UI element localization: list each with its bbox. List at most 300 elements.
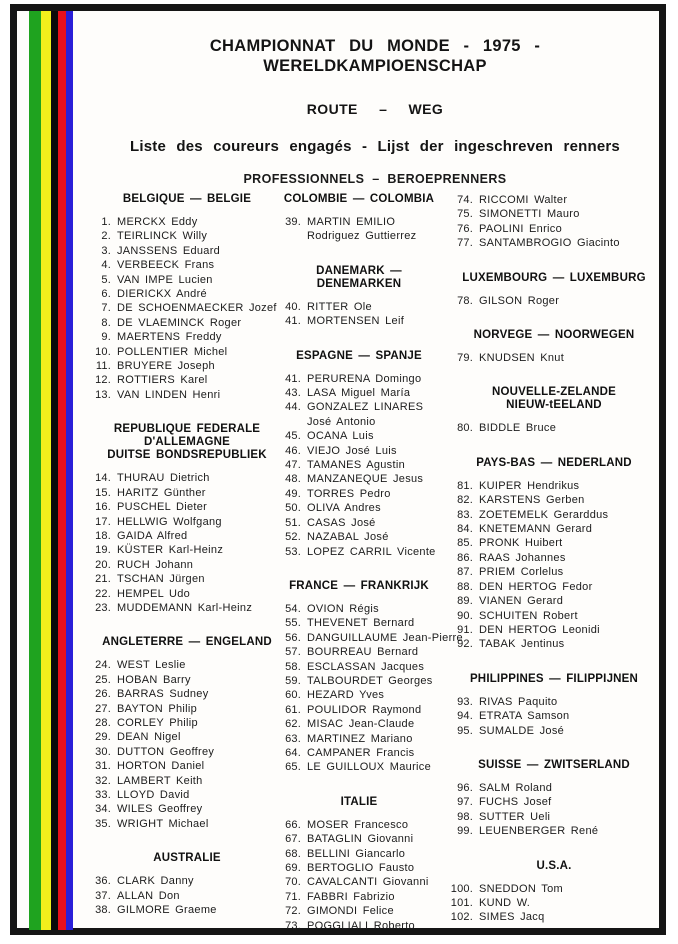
rider-row bbox=[86, 316, 272, 330]
rider-row bbox=[276, 732, 442, 746]
rider-name: ROTTIERS Karel bbox=[117, 374, 208, 387]
rider-number: 90. bbox=[457, 609, 473, 622]
rider-name: DE VLAEMINCK Roger bbox=[117, 316, 242, 329]
country-heading bbox=[276, 580, 442, 593]
country-heading-line: NORVEGE — NOORWEGEN bbox=[473, 329, 635, 342]
rider-name: HORTON Daniel bbox=[117, 760, 205, 773]
rider-row bbox=[86, 730, 272, 744]
rider-number: 30. bbox=[95, 745, 111, 758]
rider-name: MANZANEQUE Jesus bbox=[307, 473, 424, 486]
rider-name: PERURENA Domingo bbox=[307, 372, 422, 385]
rider-row bbox=[448, 207, 660, 221]
rider-number: 64. bbox=[285, 746, 301, 759]
rider-number: 3. bbox=[101, 244, 111, 257]
rider-name: MOSER Francesco bbox=[307, 818, 409, 831]
rider-name: BIDDLE Bruce bbox=[479, 422, 557, 435]
rider-number: 24. bbox=[95, 659, 111, 672]
rider-row bbox=[86, 788, 272, 802]
rider-row bbox=[276, 832, 442, 846]
country-heading-line: NOUVELLE-ZELANDE bbox=[492, 386, 616, 399]
rider-name: Rodriguez Guttierrez bbox=[307, 230, 417, 243]
country-section bbox=[276, 796, 442, 933]
rider-number: 97. bbox=[457, 796, 473, 809]
rider-number: 34. bbox=[95, 803, 111, 816]
rider-row bbox=[86, 601, 272, 615]
rider-number: 73. bbox=[285, 919, 301, 932]
country-heading-line: LUXEMBOURG — LUXEMBURG bbox=[462, 271, 646, 284]
rider-row bbox=[448, 910, 660, 924]
rider-number: 93. bbox=[457, 695, 473, 708]
country-heading bbox=[276, 350, 442, 363]
rider-row bbox=[86, 244, 272, 258]
rider-number: 62. bbox=[285, 718, 301, 731]
rider-row bbox=[276, 616, 442, 630]
rider-number: 11. bbox=[95, 360, 111, 373]
column-1 bbox=[86, 193, 277, 917]
rider-row bbox=[276, 229, 442, 243]
rider-number: 92. bbox=[457, 638, 473, 651]
rider-number: 35. bbox=[95, 817, 111, 830]
rider-row bbox=[448, 551, 660, 565]
rider-name: GILMORE Graeme bbox=[117, 904, 217, 917]
rider-name: PUSCHEL Dieter bbox=[117, 501, 208, 514]
rider-row bbox=[276, 472, 442, 486]
country-heading bbox=[448, 272, 660, 285]
country-heading-line: COLOMBIE — COLOMBIA bbox=[283, 193, 435, 205]
rider-name: PRONK Huibert bbox=[479, 537, 563, 550]
rider-row bbox=[276, 818, 442, 832]
rider-number: 79. bbox=[457, 352, 473, 365]
rider-name: TEIRLINCK Willy bbox=[117, 230, 208, 243]
rider-number: 82. bbox=[457, 494, 473, 507]
rider-number: 45. bbox=[285, 430, 301, 443]
country-section bbox=[86, 852, 272, 917]
country-heading-line: ITALIE bbox=[340, 795, 378, 808]
rider-name: KNETEMANN Gerard bbox=[479, 523, 593, 536]
rider-row bbox=[276, 890, 442, 904]
country-heading bbox=[276, 265, 442, 291]
rider-name: CLARK Danny bbox=[117, 875, 194, 888]
country-heading-line: ESPAGNE — SPANJE bbox=[296, 349, 422, 362]
rider-name: CASAS José bbox=[307, 516, 376, 529]
rider-row bbox=[86, 658, 272, 672]
rider-name: VAN LINDEN Henri bbox=[117, 388, 221, 401]
page-title: CHAMPIONNAT DU MONDE - 1975 - WERELDKAMPIOENSCHAP bbox=[209, 36, 541, 75]
rider-number: 46. bbox=[285, 444, 301, 457]
rider-number: 56. bbox=[285, 631, 301, 644]
rider-row bbox=[276, 458, 442, 472]
rider-name: GAIDA Alfred bbox=[117, 529, 188, 542]
rider-name: OLIVA Andres bbox=[307, 502, 381, 515]
rider-number: 6. bbox=[101, 288, 111, 301]
rider-row bbox=[276, 444, 442, 458]
country-heading-line: PAYS-BAS — NEDERLAND bbox=[476, 456, 632, 469]
rider-name: JANSSENS Eduard bbox=[117, 244, 221, 257]
rider-number: 32. bbox=[95, 774, 111, 787]
rider-number: 44. bbox=[285, 401, 301, 414]
rider-name: RAAS Johannes bbox=[479, 551, 566, 564]
rider-name: DE SCHOENMAECKER Jozef bbox=[117, 302, 277, 315]
rider-name: LAMBERT Keith bbox=[117, 774, 203, 787]
rider-number: 68. bbox=[285, 847, 301, 860]
country-section bbox=[448, 193, 660, 251]
rider-number: 9. bbox=[101, 331, 111, 344]
rider-row bbox=[86, 345, 272, 359]
rider-name: THURAU Dietrich bbox=[117, 472, 210, 485]
rider-number: 33. bbox=[95, 789, 111, 801]
country-heading bbox=[86, 423, 272, 462]
country-section bbox=[448, 860, 660, 925]
rider-row bbox=[448, 709, 660, 723]
rider-number: 78. bbox=[457, 294, 473, 307]
country-heading-line: U.S.A. bbox=[536, 859, 572, 872]
rider-number: 50. bbox=[285, 502, 301, 515]
rider-name: CAMPANER Francis bbox=[307, 746, 415, 759]
rider-row bbox=[448, 193, 660, 207]
column-3 bbox=[448, 193, 660, 925]
rider-name: DUTTON Geoffrey bbox=[117, 745, 215, 758]
rider-row bbox=[86, 889, 272, 903]
rider-row bbox=[448, 824, 660, 838]
rider-number: 81. bbox=[457, 479, 473, 492]
rider-name: BARRAS Sudney bbox=[117, 688, 209, 701]
country-heading-line: PHILIPPINES — FILIPPIJNEN bbox=[469, 672, 639, 685]
rider-row bbox=[276, 429, 442, 443]
country-heading-line: DANEMARK — DENEMARKEN bbox=[316, 264, 402, 290]
rider-name: RUCH Johann bbox=[117, 558, 194, 571]
rider-name: SUTTER Ueli bbox=[479, 810, 551, 823]
rider-name: MISAC Jean-Claude bbox=[307, 718, 415, 731]
rider-row bbox=[86, 215, 272, 229]
rider-name: BERTOGLIO Fausto bbox=[307, 862, 415, 874]
rider-row bbox=[448, 594, 660, 608]
rider-name: SNEDDON Tom bbox=[479, 882, 563, 895]
country-heading-line: SUISSE — ZWITSERLAND bbox=[478, 758, 630, 771]
rider-row bbox=[86, 572, 272, 586]
rider-name: MARTIN EMILIO bbox=[307, 216, 396, 228]
rider-number: 49. bbox=[285, 487, 301, 500]
rider-name: BAYTON Philip bbox=[117, 702, 198, 715]
rider-row bbox=[86, 330, 272, 344]
country-section bbox=[448, 386, 660, 435]
rider-row bbox=[276, 875, 442, 889]
rider-name: GILSON Roger bbox=[479, 294, 560, 307]
rider-row bbox=[86, 471, 272, 485]
rider-name: WEST Leslie bbox=[117, 659, 186, 672]
rider-row bbox=[448, 623, 660, 637]
rider-name: HOBAN Barry bbox=[117, 673, 191, 686]
rider-name: MARTINEZ Mariano bbox=[307, 732, 413, 745]
rider-name: GONZALEZ LINARES bbox=[307, 401, 424, 414]
rider-number: 100. bbox=[450, 882, 473, 895]
rider-name: NAZABAL José bbox=[307, 531, 389, 544]
country-section bbox=[448, 457, 660, 652]
rider-number: 8. bbox=[101, 316, 111, 329]
rider-number: 5. bbox=[101, 273, 111, 286]
rider-number: 101. bbox=[450, 896, 473, 909]
rider-name: PAOLINI Enrico bbox=[479, 222, 563, 235]
country-heading-line: FRANCE — FRANKRIJK bbox=[289, 579, 429, 592]
rider-name: POGGLIALI Roberto bbox=[307, 919, 415, 932]
rider-number: 95. bbox=[457, 724, 473, 737]
rider-number: 71. bbox=[285, 890, 301, 903]
rider-row bbox=[86, 745, 272, 759]
rider-row bbox=[448, 896, 660, 910]
rider-name: HELLWIG Wolfgang bbox=[117, 515, 222, 528]
rider-number: 88. bbox=[457, 580, 473, 593]
document-header bbox=[86, 36, 664, 186]
rider-row bbox=[86, 673, 272, 687]
rider-number: 40. bbox=[285, 300, 301, 313]
yellow-stripe bbox=[41, 11, 51, 930]
country-section bbox=[448, 272, 660, 308]
rider-number: 1. bbox=[101, 216, 111, 228]
country-section bbox=[448, 673, 660, 738]
rider-row bbox=[448, 810, 660, 824]
rider-number: 61. bbox=[285, 703, 301, 716]
rider-number: 41. bbox=[285, 372, 301, 385]
rider-number: 37. bbox=[95, 889, 111, 902]
rider-number: 41. bbox=[285, 315, 301, 328]
rider-row bbox=[86, 515, 272, 529]
rider-row bbox=[86, 774, 272, 788]
country-heading-line: ANGLETERRE — ENGELAND bbox=[102, 636, 272, 649]
country-section bbox=[86, 423, 272, 615]
rider-row bbox=[86, 687, 272, 701]
rider-name: TAMANES Agustin bbox=[307, 459, 405, 472]
rider-row bbox=[276, 545, 442, 559]
rider-row bbox=[86, 486, 272, 500]
country-heading-line: AUSTRALIE bbox=[153, 852, 221, 865]
rider-name: TABAK Jentinus bbox=[479, 638, 565, 651]
rider-name: ALLAN Don bbox=[117, 889, 180, 902]
rider-name: POULIDOR Raymond bbox=[307, 703, 422, 716]
rider-number: 36. bbox=[95, 875, 111, 888]
rider-number: 27. bbox=[95, 702, 111, 715]
rider-name: PRIEM Corlelus bbox=[479, 566, 564, 579]
rider-name: TALBOURDET Georges bbox=[307, 674, 433, 687]
rider-name: BELLINI Giancarlo bbox=[307, 847, 406, 860]
rider-number: 19. bbox=[95, 544, 111, 557]
rider-row bbox=[448, 724, 660, 738]
rider-name: HARITZ Günther bbox=[117, 486, 206, 499]
country-heading-line: BELGIQUE — BELGIE bbox=[122, 193, 252, 205]
rider-number: 99. bbox=[457, 825, 473, 838]
rider-name: RITTER Ole bbox=[307, 300, 372, 313]
rider-name: BATAGLIN Giovanni bbox=[307, 833, 414, 846]
rider-number: 7. bbox=[101, 302, 111, 315]
rider-row bbox=[276, 314, 442, 328]
rider-name: VERBEECK Frans bbox=[117, 259, 215, 272]
startlist-subtitle: Liste des coureurs engagés - Lijst der ingeschreven renners bbox=[130, 138, 620, 155]
rider-number: 102. bbox=[450, 911, 473, 924]
rider-row bbox=[86, 874, 272, 888]
rider-name: KÜSTER Karl-Heinz bbox=[117, 544, 224, 557]
country-heading bbox=[448, 759, 660, 772]
rider-name: OVION Régis bbox=[307, 602, 379, 615]
rider-name: HEZARD Yves bbox=[307, 689, 385, 702]
rider-row bbox=[276, 760, 442, 774]
rider-name: POLLENTIER Michel bbox=[117, 345, 228, 358]
rider-name: KNUDSEN Knut bbox=[479, 352, 565, 365]
rider-number: 87. bbox=[457, 566, 473, 579]
rider-row bbox=[276, 631, 463, 645]
rider-name: LOPEZ CARRIL Vicente bbox=[307, 545, 436, 558]
rider-name: GIMONDI Felice bbox=[307, 905, 394, 918]
rider-row bbox=[276, 645, 442, 659]
rider-number: 70. bbox=[285, 876, 301, 889]
rider-number: 26. bbox=[95, 688, 111, 701]
rider-number: 69. bbox=[285, 862, 301, 874]
rider-row bbox=[86, 273, 272, 287]
rider-name: LLOYD David bbox=[117, 789, 190, 801]
rider-name: FABBRI Fabrizio bbox=[307, 890, 395, 903]
rider-name: DEAN Nigel bbox=[117, 731, 181, 744]
rider-number: 72. bbox=[285, 905, 301, 918]
country-heading-line: REPUBLIQUE FEDERALE bbox=[113, 423, 261, 436]
rider-row bbox=[448, 882, 660, 896]
rider-name: DIERICKX André bbox=[117, 288, 207, 301]
rider-number bbox=[276, 229, 301, 243]
rider-row bbox=[448, 609, 660, 623]
rider-name: SANTAMBROGIO Giacinto bbox=[479, 237, 620, 250]
rider-row bbox=[276, 688, 442, 702]
rider-number: 52. bbox=[285, 531, 301, 544]
rider-name: VAN IMPE Lucien bbox=[117, 273, 213, 286]
rider-row bbox=[86, 817, 272, 831]
rider-number: 43. bbox=[285, 387, 301, 400]
rider-row bbox=[448, 294, 660, 308]
rider-row bbox=[276, 530, 442, 544]
rider-name: VIANEN Gerard bbox=[479, 595, 564, 608]
rider-row bbox=[86, 558, 272, 572]
rider-number bbox=[276, 415, 301, 429]
rider-number: 4. bbox=[101, 259, 111, 272]
rider-row bbox=[86, 388, 272, 402]
rider-name: BRUYERE Joseph bbox=[117, 360, 215, 373]
rider-name: FUCHS Josef bbox=[479, 796, 552, 809]
rider-row bbox=[276, 904, 442, 918]
rider-row bbox=[448, 565, 660, 579]
rider-name: ESCLASSAN Jacques bbox=[307, 660, 425, 673]
rider-name: CORLEY Philip bbox=[117, 716, 198, 729]
rider-number: 76. bbox=[457, 222, 473, 235]
country-heading bbox=[448, 673, 660, 686]
rider-number: 38. bbox=[95, 904, 111, 917]
rider-number: 25. bbox=[95, 673, 111, 686]
rider-number: 23. bbox=[95, 601, 111, 614]
rider-number: 80. bbox=[457, 422, 473, 435]
country-heading bbox=[86, 636, 272, 649]
rider-number: 14. bbox=[95, 472, 111, 485]
rider-name: DEN HERTOG Leonidi bbox=[479, 623, 600, 636]
rider-number: 55. bbox=[285, 617, 301, 630]
rider-row bbox=[276, 386, 442, 400]
rider-number: 65. bbox=[285, 761, 301, 774]
rider-number: 96. bbox=[457, 781, 473, 794]
rider-name: MAERTENS Freddy bbox=[117, 331, 222, 344]
rider-row bbox=[276, 919, 442, 933]
red-stripe bbox=[58, 11, 66, 930]
rider-name: RICCOMI Walter bbox=[479, 194, 568, 206]
country-section bbox=[86, 636, 272, 831]
rider-row bbox=[276, 400, 442, 414]
rider-name: ZOETEMELK Gerarddus bbox=[479, 508, 609, 521]
rider-name: RIVAS Paquito bbox=[479, 695, 558, 708]
rider-name: OCANA Luis bbox=[307, 430, 374, 443]
rider-number: 28. bbox=[95, 716, 111, 729]
rider-number: 13. bbox=[95, 388, 111, 401]
rider-number: 31. bbox=[95, 760, 111, 773]
rider-row bbox=[276, 300, 442, 314]
rider-name: WRIGHT Michael bbox=[117, 817, 209, 830]
rider-columns bbox=[86, 193, 660, 933]
rider-row bbox=[276, 415, 442, 429]
route-subtitle: ROUTE – WEG bbox=[306, 101, 444, 117]
rider-row bbox=[86, 500, 272, 514]
blue-stripe bbox=[66, 11, 73, 930]
country-heading-line: NIEUW-tEELAND bbox=[506, 399, 602, 412]
rider-row bbox=[448, 522, 660, 536]
rider-row bbox=[86, 229, 272, 243]
rider-number: 86. bbox=[457, 551, 473, 564]
rider-number: 17. bbox=[95, 515, 111, 528]
rider-number: 94. bbox=[457, 710, 473, 723]
rider-row bbox=[86, 287, 272, 301]
rider-number: 51. bbox=[285, 516, 301, 529]
rider-name: KARSTENS Gerben bbox=[479, 494, 585, 507]
rider-number: 75. bbox=[457, 208, 473, 221]
rider-name: MERCKX Eddy bbox=[117, 216, 198, 228]
rider-row bbox=[276, 847, 442, 861]
country-section bbox=[276, 350, 442, 559]
rider-number: 29. bbox=[95, 731, 111, 744]
rider-number: 57. bbox=[285, 646, 301, 659]
rider-name: MUDDEMANN Karl-Heinz bbox=[117, 601, 253, 614]
rider-name: KUND W. bbox=[479, 896, 531, 909]
rider-number: 84. bbox=[457, 523, 473, 536]
rider-number: 48. bbox=[285, 473, 301, 486]
rider-row bbox=[276, 703, 442, 717]
country-section bbox=[448, 329, 660, 365]
rider-row bbox=[276, 516, 442, 530]
rider-name: KUIPER Hendrikus bbox=[479, 479, 580, 492]
rider-row bbox=[276, 861, 442, 875]
country-section bbox=[448, 759, 660, 839]
rider-name: DEN HERTOG Fedor bbox=[479, 580, 593, 593]
rider-name: LASA Miguel María bbox=[307, 387, 411, 400]
rider-name: CAVALCANTI Giovanni bbox=[307, 876, 429, 889]
rider-row bbox=[276, 215, 442, 229]
green-stripe bbox=[29, 11, 41, 930]
rider-row bbox=[448, 637, 660, 651]
rider-row bbox=[86, 702, 272, 716]
rider-number: 21. bbox=[95, 573, 111, 586]
rider-name: DANGUILLAUME Jean-Pierre bbox=[307, 631, 463, 644]
rider-name: TSCHAN Jürgen bbox=[117, 573, 205, 586]
rider-row bbox=[86, 543, 272, 557]
rider-number: 12. bbox=[95, 374, 111, 387]
rider-name: SALM Roland bbox=[479, 781, 553, 794]
rider-name: MORTENSEN Leif bbox=[307, 315, 405, 328]
rider-number: 58. bbox=[285, 660, 301, 673]
rider-row bbox=[276, 717, 442, 731]
rider-row bbox=[276, 660, 442, 674]
rider-row bbox=[448, 795, 660, 809]
rider-number: 15. bbox=[95, 486, 111, 499]
rider-number: 89. bbox=[457, 595, 473, 608]
rider-number: 77. bbox=[457, 237, 473, 250]
